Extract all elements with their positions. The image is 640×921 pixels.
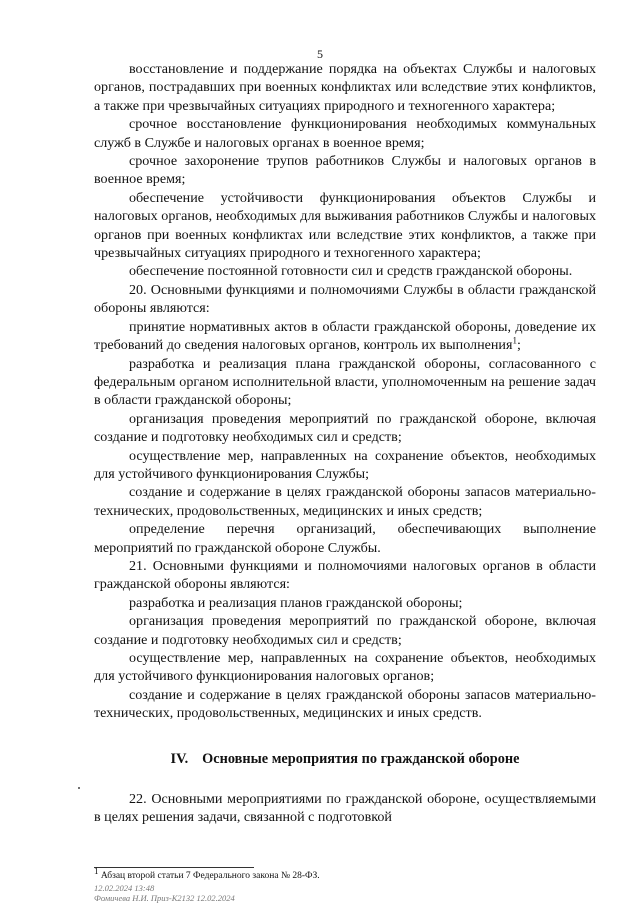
paragraph-text: принятие нормативных актов в области гражданской обороны, доведение их требований до сведения налоговых органов, контроль их выполнения bbox=[94, 318, 596, 354]
document-body bbox=[94, 60, 596, 827]
paragraph-21: 21. Основными функциями и полномочиями налоговых органов в области гражданской обороны являются: bbox=[94, 557, 596, 593]
paragraph: срочное захоронение трупов работников Службы и налоговых органов в военное время; bbox=[94, 153, 596, 188]
paragraph: разработка и реализация планов гражданской обороны; bbox=[129, 594, 463, 611]
section-title: Основные мероприятия по гражданской обороне bbox=[202, 750, 520, 767]
footnote-text: Абзац второй статьи 7 Федерального закона № 28-ФЗ. bbox=[100, 871, 320, 882]
section-number: IV. bbox=[170, 750, 189, 767]
footnote-separator bbox=[94, 867, 254, 868]
paragraph: осуществление мер, направленных на сохранение объектов, необходимых для устойчивого функционирования Службы; bbox=[94, 447, 596, 482]
paragraph-with-footnote bbox=[94, 318, 596, 355]
paragraph-tail: ; bbox=[516, 337, 521, 354]
footnote-reference[interactable]: 1 bbox=[512, 335, 517, 346]
footnote bbox=[94, 866, 320, 882]
electronic-stamp-date: 12.02.2024 13:48 bbox=[94, 883, 155, 893]
paragraph-22: 22. Основными мероприятиями по гражданской обороне, осуществляемыми в целях решения задачи, связанной с подготовкой bbox=[94, 791, 596, 826]
footnote-marker: 1 bbox=[94, 866, 99, 876]
paragraph: создание и содержание в целях гражданской обороны запасов материально-технических, продовольственных, медицинских и иных средств; bbox=[94, 484, 596, 519]
paragraph: обеспечение постоянной готовности сил и средств гражданской обороны. bbox=[129, 263, 573, 280]
paragraph: осуществление мер, направленных на сохранение объектов, необходимых для устойчивого функционирования налоговых органов; bbox=[94, 650, 596, 685]
paragraph-20: 20. Основными функциями и полномочиями Службы в области гражданской обороны являются: bbox=[94, 281, 596, 317]
paragraph: организация проведения мероприятий по гражданской обороне, включая создание и подготовку необходимых сил и средств; bbox=[94, 410, 596, 446]
paragraph: срочное восстановление функционирования необходимых коммунальных служб в Службе и налоговых органах в военное время; bbox=[94, 116, 596, 151]
paragraph: разработка и реализация плана гражданской обороны, согласованного с федеральным органом исполнительной власти, уполномоченным на решение задач в области гражданской обороны; bbox=[94, 355, 596, 409]
section-heading bbox=[94, 750, 596, 768]
paragraph: создание и содержание в целях гражданской обороны запасов материально-технических, продовольственных, медицинских и иных средств. bbox=[94, 686, 596, 722]
electronic-stamp-signer: Фомичева Н.И. Приз-К2132 12.02.2024 bbox=[94, 893, 235, 903]
paragraph: обеспечение устойчивости функционирования объектов Службы и налоговых органов, необходимых для выживания работников Службы и налоговых органов при военных конфликтах или вследствие этих конфликтов, а также при чрезвычайных ситуациях природного и техногенного характера; bbox=[94, 189, 596, 262]
paragraph: восстановление и поддержание порядка на объектах Службы и налоговых органов, пострадавших при военных конфликтах или вследствие этих конфликтов, а также при чрезвычайных ситуациях природного и техногенного характера; bbox=[94, 61, 596, 114]
paragraph: определение перечня организаций, обеспечивающих выполнение мероприятий по гражданской обороне Службы. bbox=[94, 521, 596, 556]
paragraph: организация проведения мероприятий по гражданской обороне, включая создание и подготовку необходимых сил и средств; bbox=[94, 613, 596, 648]
page-number: 5 bbox=[317, 47, 323, 61]
margin-mark bbox=[78, 787, 80, 789]
